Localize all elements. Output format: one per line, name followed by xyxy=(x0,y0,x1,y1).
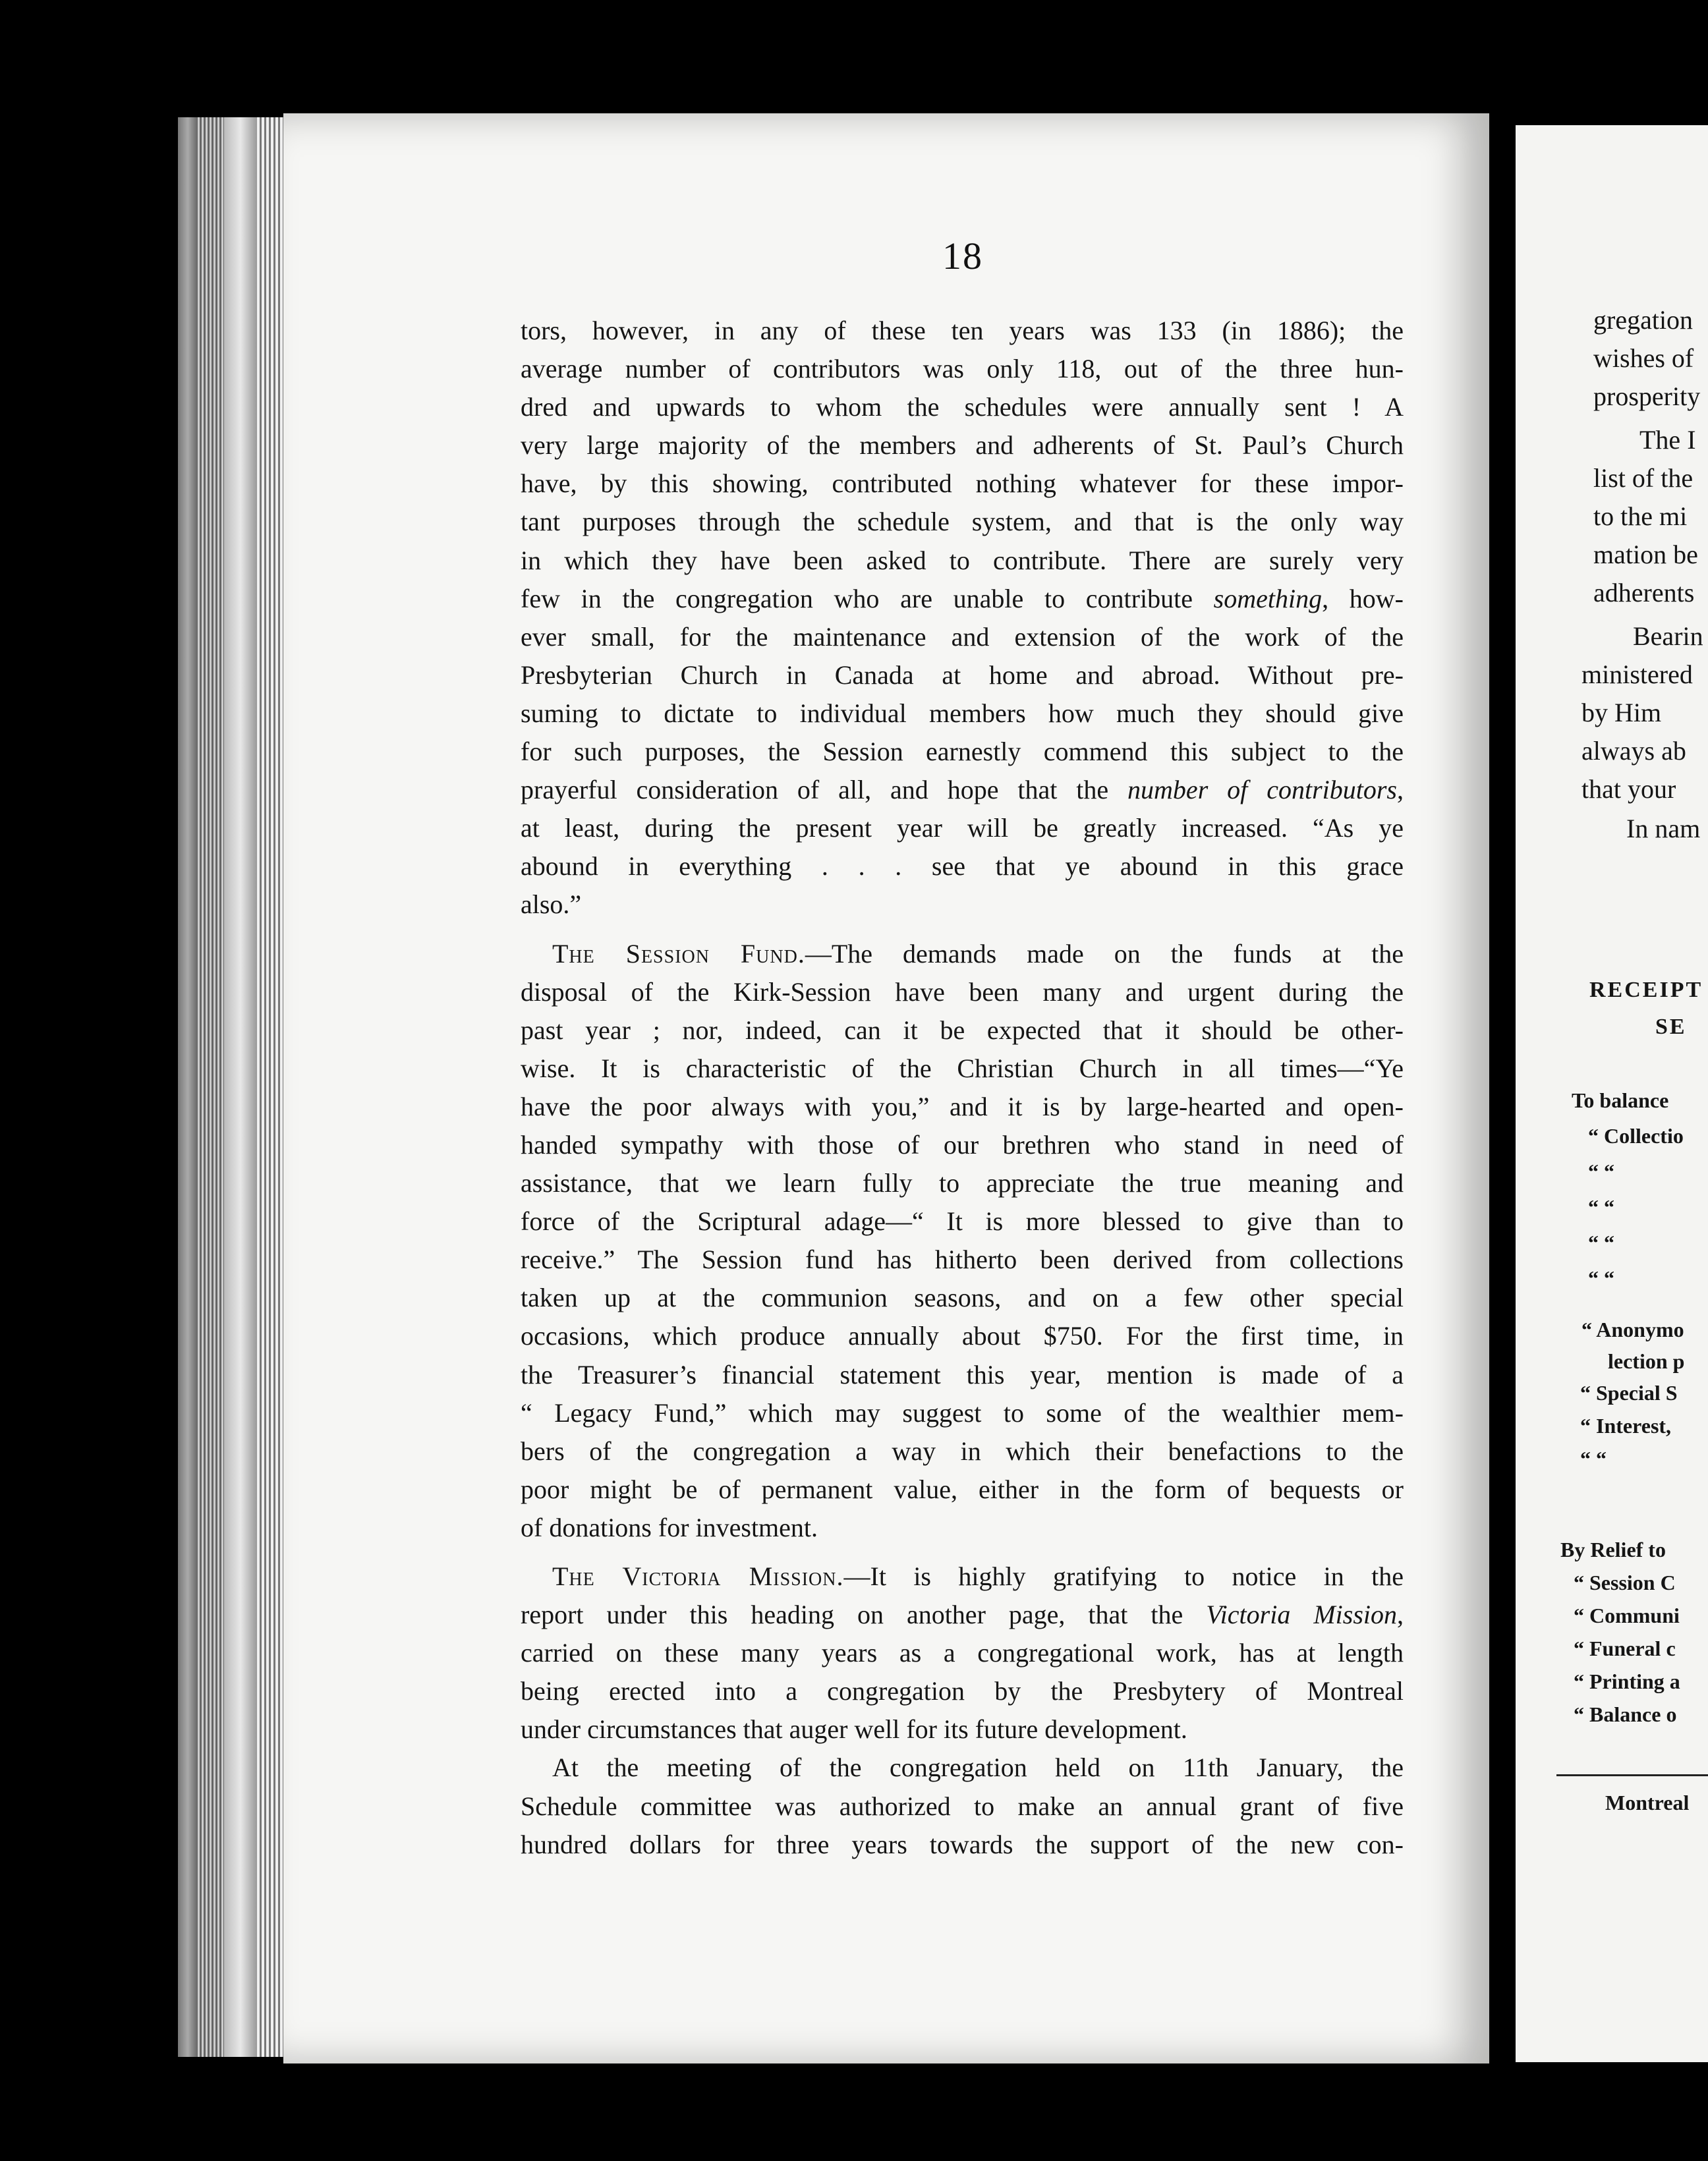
text-line: Schedule committee was authorized to make an annual grant of five xyxy=(521,1791,1404,1821)
text-line: handed sympathy with those of our brethren who stand in need of xyxy=(521,1129,1404,1160)
right-page-line: In nam xyxy=(1626,814,1701,843)
text-line: few in the congregation who are unable to contribute something, how- xyxy=(521,583,1404,613)
text-line: dred and upwards to whom the schedules were annually sent ! A xyxy=(521,392,1404,422)
right-page-line: list of the xyxy=(1593,463,1694,493)
text-line: the Treasurer’s financial statement this year, mention is made of a xyxy=(521,1359,1404,1389)
text-line: being erected into a congregation by the Presbytery of Montreal xyxy=(521,1676,1404,1706)
session-fund-heading: The Session Fund. xyxy=(552,938,805,968)
receipts-subheading: SE xyxy=(1655,1015,1687,1039)
text-line: have, by this showing, contributed nothing whatever for these impor- xyxy=(521,468,1404,499)
text-line: hundred dollars for three years towards the support of the new con- xyxy=(521,1829,1404,1859)
text-line: At the meeting of the congregation held on 11th January, the xyxy=(552,1753,1404,1783)
text-line: at least, during the present year will be greatly increased. “As ye xyxy=(521,813,1404,843)
emphasis-victoria-mission: Victoria Mission xyxy=(1206,1600,1397,1630)
text-line: force of the Scriptural adage—“ It is more blessed to give than to xyxy=(521,1206,1404,1237)
right-page-line: ministered xyxy=(1581,660,1693,689)
right-page-line: mation be xyxy=(1593,540,1698,569)
book-edge-inner xyxy=(257,117,283,2057)
book-edge-outer xyxy=(178,117,198,2057)
right-page-line: gregation xyxy=(1593,305,1694,335)
victoria-mission-heading: The Victoria Mission. xyxy=(552,1561,844,1591)
text-line: carried on these many years as a congregational work, has at length xyxy=(521,1638,1404,1668)
right-page-line: Bearin xyxy=(1633,621,1703,651)
text-line: suming to dictate to individual members how much they should give xyxy=(521,698,1404,728)
text-line: have the poor always with you,” and it is by large-hearted and open- xyxy=(521,1091,1404,1121)
table-row: “ Interest, xyxy=(1580,1414,1672,1438)
right-page-line: that your xyxy=(1581,774,1676,804)
text-line: also.” xyxy=(521,889,582,920)
text-line: very large majority of the members and adherents of St. Paul’s Church xyxy=(521,430,1404,461)
right-page-line: The I xyxy=(1639,425,1696,455)
table-row: “ Balance o xyxy=(1574,1702,1677,1726)
table-row: “ “ xyxy=(1588,1160,1614,1183)
main-text xyxy=(521,312,1404,1864)
table-row: “ Session C xyxy=(1574,1571,1676,1594)
right-page-line: to the mi xyxy=(1593,501,1688,531)
table-footer: Montreal xyxy=(1605,1791,1690,1814)
text-line: in which they have been asked to contribute. There are surely very xyxy=(521,545,1404,575)
text-line: average number of contributors was only 118, out of the three hun- xyxy=(521,354,1404,384)
table-row: “ “ xyxy=(1588,1195,1614,1219)
text-line: disposal of the Kirk-Session have been many and urgent during the xyxy=(521,976,1404,1007)
text-line: “ Legacy Fund,” which may suggest to some of the wealthier mem- xyxy=(521,1397,1404,1428)
table-row: “ Communi xyxy=(1574,1604,1680,1627)
text-line: past year ; nor, indeed, can it be expected that it should be other- xyxy=(521,1015,1404,1045)
table-row: “ Funeral c xyxy=(1574,1637,1676,1660)
text-line: assistance, that we learn fully to appreciate the true meaning and xyxy=(521,1168,1404,1198)
text-line: tors, however, in any of these ten years was 133 (in 1886); the xyxy=(521,316,1404,345)
table-row: “ “ xyxy=(1588,1266,1614,1290)
text-line: of donations for investment. xyxy=(521,1512,818,1542)
text-line: under circumstances that auger well for its future development. xyxy=(521,1714,1187,1745)
table-row: “ Printing a xyxy=(1574,1670,1680,1693)
table-row: lection p xyxy=(1608,1349,1685,1373)
text-line: report under this heading on another page, that the Victoria Mission, xyxy=(521,1600,1404,1630)
table-row: “ Anonymo xyxy=(1581,1318,1684,1341)
right-page-line: always ab xyxy=(1581,736,1686,766)
right-page-line: prosperity xyxy=(1593,381,1701,411)
table-row: To balance xyxy=(1572,1088,1669,1112)
page-number: 18 xyxy=(942,235,983,277)
receipts-heading: RECEIPT xyxy=(1589,978,1703,1002)
text-line: ever small, for the maintenance and extension of the work of the xyxy=(521,621,1404,652)
table-row: “ Collectio xyxy=(1588,1124,1684,1148)
table-row: “ Special S xyxy=(1580,1381,1678,1405)
text-line: wise. It is characteristic of the Christian Church in all times—“Ye xyxy=(521,1053,1404,1083)
victoria-mission-line: The Victoria Mission.—It is highly gratifying to notice in the xyxy=(552,1561,1404,1591)
text-line: prayerful consideration of all, and hope that the number of contributors, xyxy=(521,775,1404,805)
table-row: By Relief to xyxy=(1560,1538,1666,1561)
table-row: “ “ xyxy=(1580,1447,1607,1471)
text-line: abound in everything . . . see that ye abound in this grace xyxy=(521,851,1404,882)
table-rule xyxy=(1556,1774,1708,1776)
book-edge-middle xyxy=(224,117,257,2057)
emphasis-something: something xyxy=(1213,583,1323,613)
text-line: for such purposes, the Session earnestly commend this subject to the xyxy=(521,737,1404,767)
text-line: bers of the congregation a way in which their benefactions to the xyxy=(521,1436,1404,1466)
text-line: poor might be of permanent value, either in the form of bequests or xyxy=(521,1474,1404,1504)
right-page-line: adherents xyxy=(1593,578,1695,607)
book-edge-pages xyxy=(198,117,224,2057)
text-line: taken up at the communion seasons, and on a few other special xyxy=(521,1283,1404,1313)
emphasis-number-of-contributors: number of contributors xyxy=(1127,775,1397,805)
right-page-line: by Him xyxy=(1581,698,1662,727)
text-line: tant purposes through the schedule system, and that is the only way xyxy=(521,507,1404,537)
right-page-line: wishes of xyxy=(1593,343,1694,373)
session-fund-line: The Session Fund.—The demands made on the funds at the xyxy=(552,938,1404,968)
text-line: receive.” The Session fund has hitherto been derived from collections xyxy=(521,1245,1404,1275)
table-row: “ “ xyxy=(1588,1231,1614,1254)
text-line: Presbyterian Church in Canada at home and abroad. Without pre- xyxy=(521,660,1404,690)
text-line: occasions, which produce annually about $750. For the first time, in xyxy=(521,1321,1404,1351)
